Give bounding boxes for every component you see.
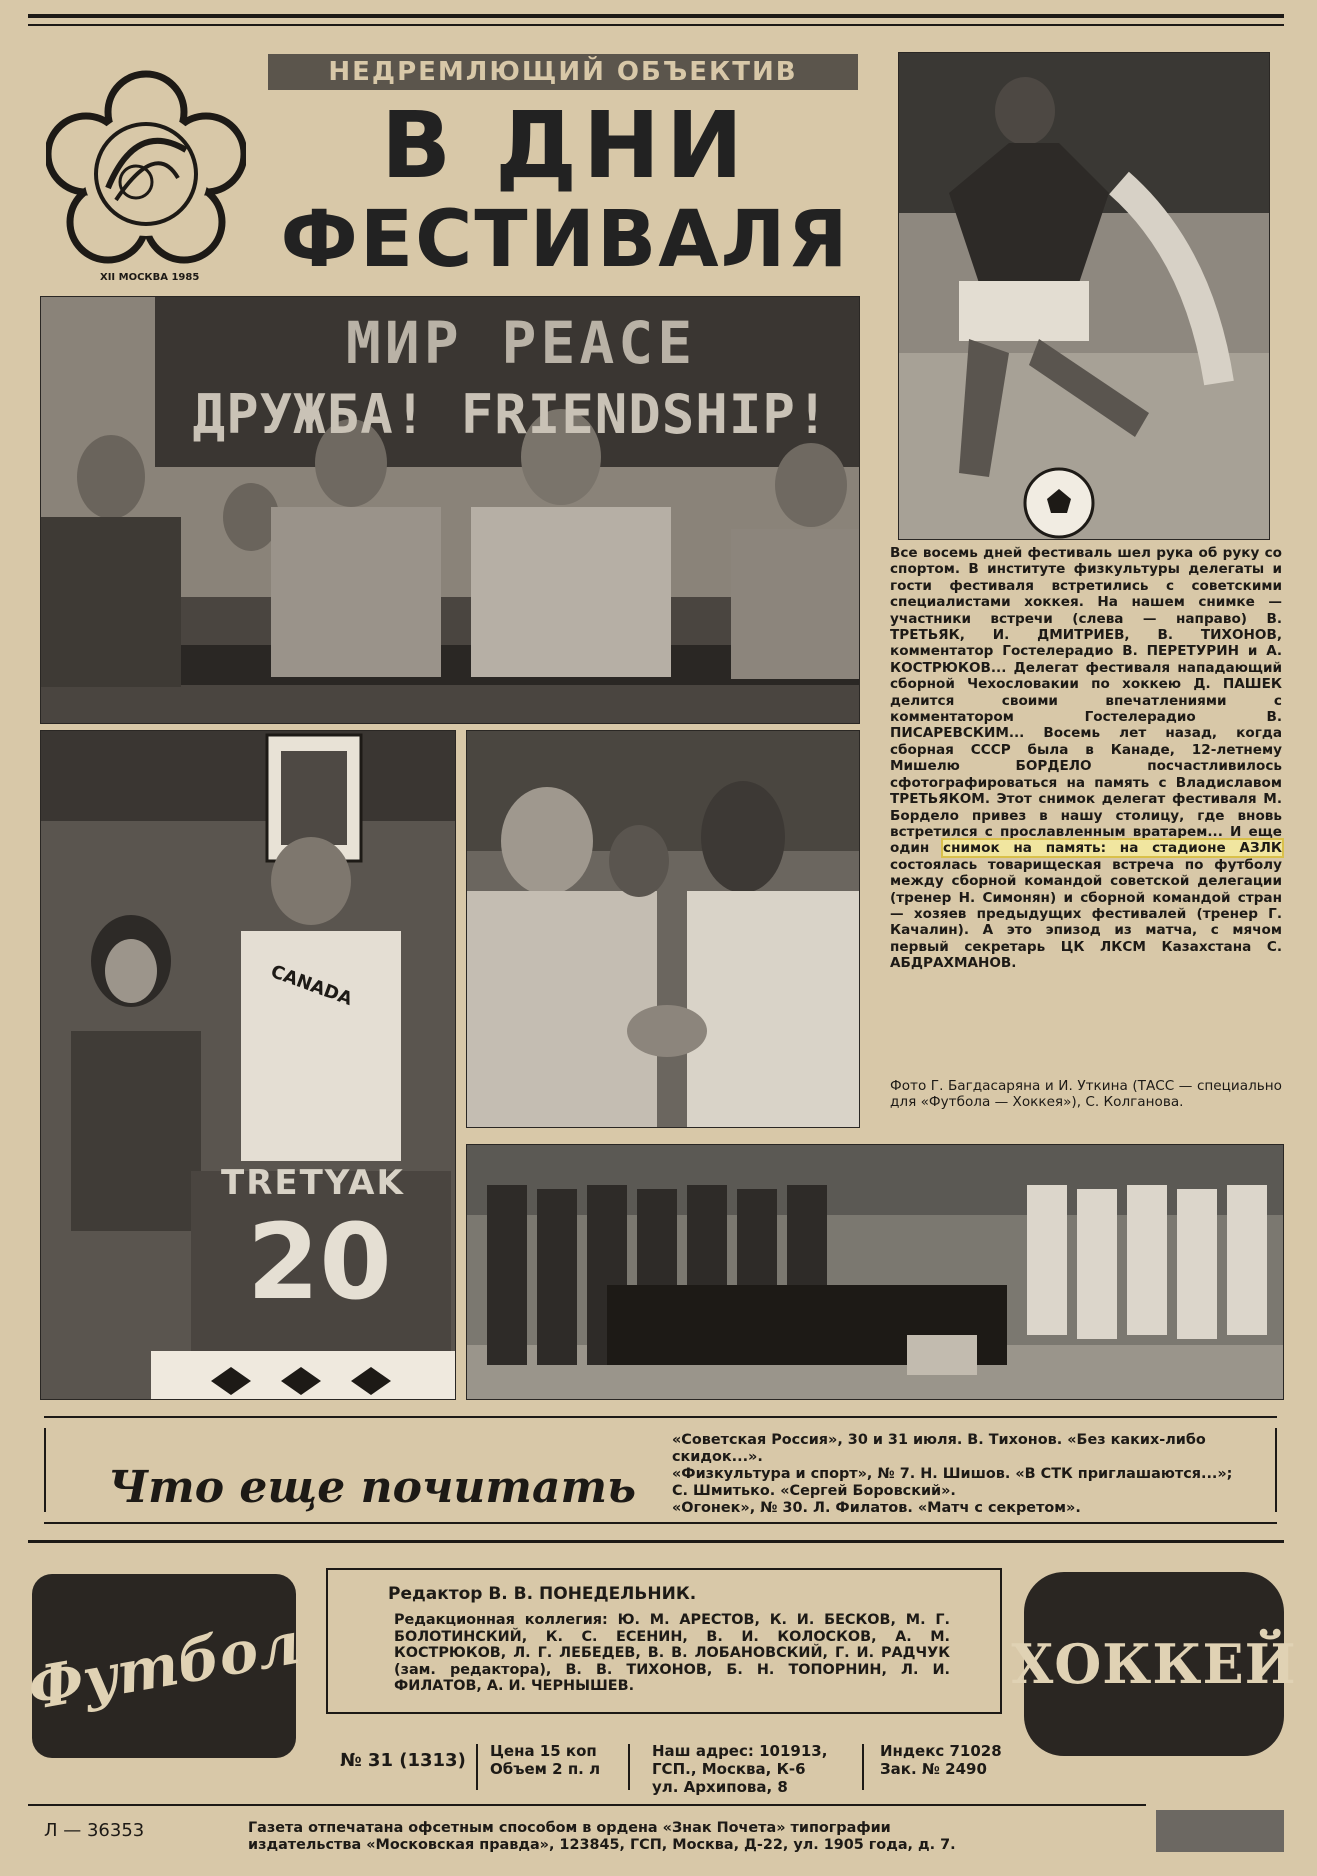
headline-line1: В ДНИ xyxy=(380,92,750,199)
editorial-board: Редакционная коллегия: Ю. М. АРЕСТОВ, К. И. БЕСКОВ, М. Г. БОЛОТИНСКИЙ, К. С. ЕСЕНИН, В. И. КОЛОСКОВ, А. М. КОСТРЮКОВ, Л. Г. ЛЕБЕДЕВ, В. В. ЛОБАНОВСКИЙ, Г. И. РАДЧУК (зам. редактора), В. В. ТИХОНОВ, Б. Н. ТОПОРНИН, Л. И. ФИЛАТОВ, А. И. ЧЕРНЫШЕВ. xyxy=(394,1612,950,1694)
photo-credit: Фото Г. Багдасаряна и И. Уткина (ТАСС — специально для «Футбола — Хоккея»), С. Колганова. xyxy=(890,1078,1282,1111)
imprint-divider xyxy=(476,1744,478,1790)
caption-part1: Все восемь дней фестиваль шел рука об руку со спортом. В институте физкультуры делегаты и гости фестиваля встретились с советскими специалистами хоккея. На нашем снимке — участники встречи (слева — направо) В. ТРЕТЬЯК, И. ДМИТРИЕВ, В. ТИХОНОВ, комментатор Гостелерадио В. ПЕРЕТУРИН и А. КОСТРЮКОВ... Делегат фестиваля нападающий сборной Чехословакии по хоккею Д. ПАШЕК делится своими впечатлениями с комментатором Гостелерадио В. ПИСАРЕВСКИМ... Восемь лет назад, когда сборная СССР была в Канаде, 12-летнему Мишелю БОРДЕЛО посчастливилось сфотографироваться на память с Владиславом ТРЕТЬЯКОМ. Этот снимок делегат фестиваля М. Бордело привез в нашу столицу, где вновь встретился с прославленным вратарем... И еще один xyxy=(890,545,1282,857)
index-block xyxy=(880,1742,1002,1778)
photo-press-conference xyxy=(40,296,860,724)
print-code: Л — 36353 xyxy=(44,1820,145,1841)
order-number: Зак. № 2490 xyxy=(880,1760,987,1778)
reading-item: «Советская Россия», 30 и 31 июля. В. Тихонов. «Без каких-либо скидок...». xyxy=(672,1432,1206,1465)
top-rule-thin xyxy=(28,24,1284,26)
caption-highlight: снимок на память: на стадионе АЗЛК xyxy=(943,840,1283,857)
jersey-name: TRETYAK xyxy=(221,1163,405,1203)
price-block xyxy=(490,1742,600,1778)
reading-box-left-rule xyxy=(44,1428,46,1512)
photo-caption xyxy=(890,545,1282,972)
address-line: ГСП., Москва, К-6 xyxy=(652,1760,806,1778)
address-block xyxy=(652,1742,827,1796)
headline-line2: ФЕСТИВАЛЯ xyxy=(280,195,850,285)
reading-item: «Огонек», № 30. Л. Филатов. «Матч с секретом». xyxy=(672,1500,1081,1516)
jersey-number: 20 xyxy=(247,1201,392,1323)
address-line: Наш адрес: 101913, xyxy=(652,1742,828,1760)
photo-football-player xyxy=(898,52,1270,540)
address-line: ул. Архипова, 8 xyxy=(652,1778,788,1796)
issue-number: № 31 (1313) xyxy=(340,1750,466,1771)
scoreboard-line1: МИР PEACE xyxy=(345,309,697,377)
futbol-logo xyxy=(23,1574,305,1758)
logo-caption: XII МОСКВА 1985 xyxy=(100,272,200,283)
caption-part2: состоялась товарищеская встреча по футболу между сборной командой советской делегации (тренер Н. Симонян) и сборной командой стран — хозяев предыдущих фестивалей (тренер Г. Качалин). А это эпизод из матча, с мячом первый секретарь ЦК ЛКСМ Казахстана С. АБДРАХМАНОВ. xyxy=(890,856,1282,972)
section-kicker: НЕДРЕМЛЮЩИЙ ОБЪЕКТИВ xyxy=(268,54,858,90)
photo-handshake xyxy=(466,730,860,1128)
printing-note-line: Газета отпечатана офсетным способом в ордена «Знак Почета» типографии xyxy=(248,1820,891,1836)
reading-title: Что еще почитать xyxy=(108,1462,637,1513)
top-rule xyxy=(28,14,1284,18)
imprint-divider xyxy=(628,1744,630,1790)
hockey-logo-text: ХОККЕЙ xyxy=(1011,1632,1297,1696)
price: Цена 15 коп xyxy=(490,1742,597,1760)
imprint-divider xyxy=(862,1744,864,1790)
headline xyxy=(260,92,870,285)
footer-rule xyxy=(28,1804,1146,1806)
reading-list xyxy=(672,1432,1242,1517)
subscription-index: Индекс 71028 xyxy=(880,1742,1002,1760)
editor-name: Редактор В. В. ПОНЕДЕЛЬНИК. xyxy=(388,1584,697,1604)
photo-football-team xyxy=(466,1144,1284,1400)
reading-box-right-rule xyxy=(1275,1428,1277,1512)
reading-item: «Физкультура и спорт», № 7. Н. Шишов. «В СТК приглашаются...»; С. Шмитько. «Сергей Боровский». xyxy=(672,1466,1233,1499)
printing-note-line: издательства «Московская правда», 123845, ГСП, Москва, Д-22, ул. 1905 года, д. 7. xyxy=(248,1837,956,1853)
volume: Объем 2 п. л xyxy=(490,1760,601,1778)
hockey-logo xyxy=(1011,1572,1297,1756)
shirt-text: CANADA xyxy=(267,961,356,1010)
futbol-logo-text: Футбол xyxy=(23,1608,305,1724)
printing-note xyxy=(248,1820,1118,1854)
masthead-rule xyxy=(28,1540,1284,1543)
corner-block xyxy=(1156,1810,1284,1852)
scoreboard-line2: ДРУЖБА! FRIENDSHIP! xyxy=(192,383,830,446)
festival-flower-logo xyxy=(46,70,246,290)
photo-canadian-fans xyxy=(40,730,456,1400)
